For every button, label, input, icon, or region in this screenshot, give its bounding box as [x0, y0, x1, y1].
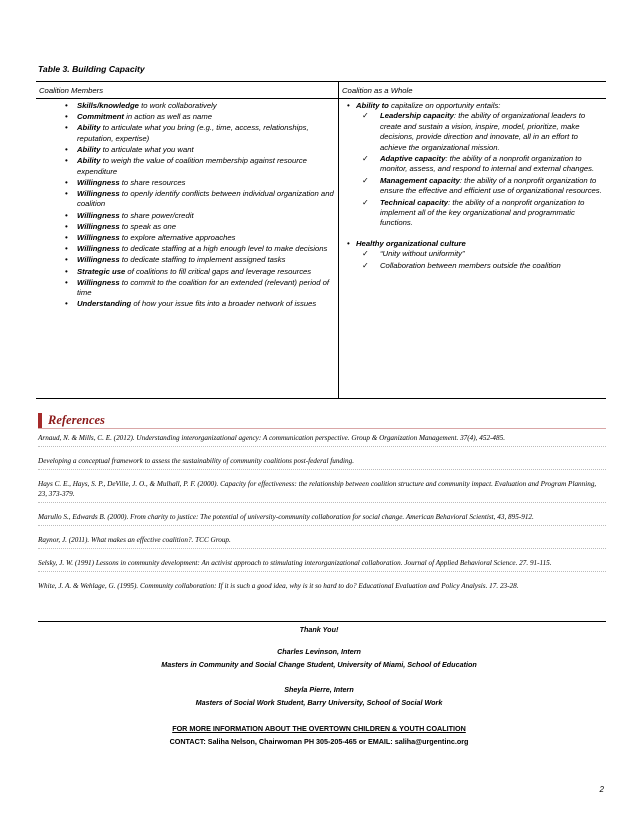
- member-item: [65, 101, 335, 111]
- bullet-icon: •: [65, 112, 68, 122]
- member-item: [65, 177, 335, 188]
- header-coalition-whole: Coalition as a Whole: [339, 82, 607, 99]
- member-text: to dedicate staffing to implement assigned tasks: [119, 255, 286, 265]
- bullet-icon: •: [65, 277, 68, 287]
- member-term: Willingness: [77, 277, 120, 287]
- culture-list: [356, 249, 603, 271]
- heading-accent-mark: [38, 413, 42, 428]
- checkmark-icon: ✓: [362, 197, 369, 207]
- bullet-icon: •: [65, 210, 68, 220]
- member-text: to openly identify conflicts between individual organization and coalition: [77, 189, 334, 209]
- member-term: Understanding: [77, 299, 132, 309]
- checkmark-icon: ✓: [362, 175, 369, 185]
- reference-entry: Arnaud, N. & Mills, C. E. (2012). Understanding interorganizational agency: A communication perspective. Group & Organization Management. 37(4), 452-485.: [38, 433, 606, 447]
- capacity-item: [362, 175, 603, 197]
- bullet-icon: •: [65, 221, 68, 231]
- member-item: [65, 221, 335, 232]
- ability-item: [347, 101, 603, 229]
- member-term: Willingness: [77, 189, 120, 199]
- member-text: to articulate what you want: [100, 145, 194, 155]
- member-term: Willingness: [77, 177, 120, 187]
- divider: [38, 621, 606, 622]
- capacity-item: [362, 197, 603, 229]
- member-term: Ability: [77, 123, 101, 133]
- whole-list: [342, 101, 603, 271]
- capacity-text: : the ability of organizational leaders to create and sustain a vision, inspire, model, prioritize, make decisions, provide direction and innovate, all in an effort to achieve the organizational mission.: [380, 111, 586, 152]
- capacity-text: : the ability of a nonprofit organization to implement all of the key organizational and programmatic functions.: [380, 197, 585, 228]
- member-item: [65, 255, 335, 265]
- member-item: [65, 277, 335, 299]
- bullet-icon: •: [65, 156, 68, 166]
- references-heading-bar: [38, 412, 606, 429]
- building-capacity-table: [36, 81, 606, 399]
- culture-text: “Unity without uniformity”: [380, 249, 465, 259]
- member-item: [65, 156, 335, 177]
- bullet-icon: •: [65, 255, 68, 265]
- more-info-line: FOR MORE INFORMATION ABOUT THE OVERTOWN CHILDREN & YOUTH COALITION: [172, 724, 466, 733]
- thank-you: Thank You!: [299, 625, 339, 634]
- member-term: Willingness: [77, 221, 120, 231]
- member-item: [65, 299, 335, 309]
- intern1-name: Charles Levinson, Intern: [277, 647, 361, 656]
- capacity-text: : the ability of a nonprofit organization to monitor, assess, and respond to internal and external changes.: [380, 154, 595, 174]
- culture-subitem: [362, 260, 603, 271]
- reference-entry: Developing a conceptual framework to assess the sustainability of community coalitions post-federal funding.: [38, 456, 606, 470]
- member-text: to share power/credit: [119, 210, 194, 220]
- bullet-icon: •: [65, 123, 68, 133]
- whole-cell: [339, 99, 607, 399]
- reference-entry: White, J. A. & Wehlage, G. (1995). Community collaboration: If it is such a good idea, why is it so hard to do? Educational Evaluation and Policy Analysis. 17. 23-28.: [38, 582, 519, 590]
- bullet-icon: •: [65, 177, 68, 187]
- contact-line: CONTACT: Saliha Nelson, Chairwoman PH 305-205-465 or EMAIL: saliha@urgentinc.org: [169, 737, 469, 746]
- references-list: [38, 433, 606, 603]
- members-list: [39, 101, 335, 310]
- header-coalition-members: Coalition Members: [36, 82, 339, 99]
- capacity-item: [362, 154, 603, 175]
- member-item: [65, 233, 335, 243]
- culture-subitem: [362, 249, 603, 259]
- member-term: Ability: [77, 156, 101, 166]
- member-term: Willingness: [77, 255, 120, 265]
- member-text: to work collaboratively: [138, 101, 217, 110]
- member-term: Skills/knowledge: [77, 101, 139, 110]
- member-item: [65, 210, 335, 221]
- bullet-icon: •: [65, 145, 68, 155]
- member-item: [65, 244, 335, 254]
- capacity-term: Management capacity: [380, 175, 460, 185]
- checkmark-icon: ✓: [362, 111, 369, 121]
- member-text: to articulate what you bring (e.g., time, access, relationships, reputation, expertise): [77, 123, 309, 143]
- member-text: of coalitions to fill critical gaps and leverage resources: [125, 266, 312, 276]
- bullet-icon: •: [65, 299, 68, 309]
- capacity-term: Adaptive capacity: [380, 154, 446, 164]
- table-caption: Table 3. Building Capacity: [38, 64, 145, 74]
- member-term: Ability: [77, 145, 101, 155]
- member-term: Commitment: [77, 112, 124, 122]
- member-item: [65, 123, 335, 144]
- member-text: in action as well as name: [123, 112, 213, 122]
- capacity-list: [356, 111, 603, 228]
- member-term: Willingness: [77, 233, 120, 243]
- reference-entry: Selsky, J. W. (1991) Lessons in community development: An activist approach to stimulating interorganizational collaboration. Journal of Applied Behavioral Science. 27. 91-115.: [38, 558, 606, 572]
- members-cell: [36, 99, 339, 399]
- checkmark-icon: ✓: [362, 260, 369, 270]
- member-text: to dedicate staffing at a high enough level to make decisions: [119, 244, 328, 254]
- member-text: to commit to the coalition for an extended (relevant) period of time: [77, 277, 330, 298]
- member-item: [65, 112, 335, 122]
- reference-entry: Marullo S., Edwards B. (2000). From charity to justice: The potential of university-community collaboration for social change. American Behavioral Scientist, 43, 895-912.: [38, 512, 606, 526]
- bullet-icon: •: [347, 238, 350, 248]
- bullet-icon: •: [65, 101, 68, 110]
- bullet-icon: •: [65, 233, 68, 243]
- member-term: Willingness: [77, 244, 120, 254]
- member-term: Strategic use: [77, 266, 126, 276]
- checkmark-icon: ✓: [362, 154, 369, 164]
- culture-item: [347, 238, 603, 271]
- culture-text: Collaboration between members outside the coalition: [380, 260, 561, 270]
- member-text: to explore alternative approaches: [119, 233, 236, 243]
- spacer: [356, 230, 603, 239]
- intern1-detail: Masters in Community and Social Change Student, University of Miami, School of Education: [161, 660, 477, 669]
- intern2-name: Sheyla Pierre, Intern: [284, 685, 354, 694]
- capacity-term: Technical capacity: [380, 197, 449, 207]
- bullet-icon: •: [65, 266, 68, 276]
- references-heading: References: [48, 413, 105, 427]
- member-item: [65, 266, 335, 277]
- bullet-icon: •: [347, 101, 350, 110]
- member-item: [65, 189, 335, 210]
- capacity-text: : the ability of a nonprofit organization to ensure the effective and efficient use of organizational resources.: [380, 175, 602, 196]
- member-text: to share resources: [119, 177, 186, 187]
- reference-entry: Raynor, J. (2011). What makes an effective coalition?. TCC Group.: [38, 535, 606, 549]
- member-text: to weigh the value of coalition membership against resource expenditure: [77, 156, 307, 176]
- ability-rest: capitalize on opportunity entails:: [388, 101, 501, 110]
- member-item: [65, 145, 335, 155]
- checkmark-icon: ✓: [362, 249, 369, 259]
- reference-entry: Hays C. E., Hays, S. P., DeVille, J. O., & Mulhall, P. F. (2000). Capacity for effectiveness: the relationship between coalition structure and community impact. Evaluation and Program Planning, 23, 373-379.: [38, 479, 606, 503]
- page-number: 2: [599, 785, 604, 794]
- bullet-icon: •: [65, 189, 68, 199]
- member-text: of how your issue fits into a broader network of issues: [131, 299, 317, 309]
- capacity-term: Leadership capacity: [380, 111, 454, 121]
- culture-term: Healthy organizational culture: [356, 238, 466, 248]
- intern2-detail: Masters of Social Work Student, Barry University, School of Social Work: [195, 698, 443, 707]
- member-term: Willingness: [77, 210, 120, 220]
- member-text: to speak as one: [119, 221, 177, 231]
- capacity-item: [362, 111, 603, 153]
- ability-term: Ability to: [356, 101, 389, 110]
- bullet-icon: •: [65, 244, 68, 254]
